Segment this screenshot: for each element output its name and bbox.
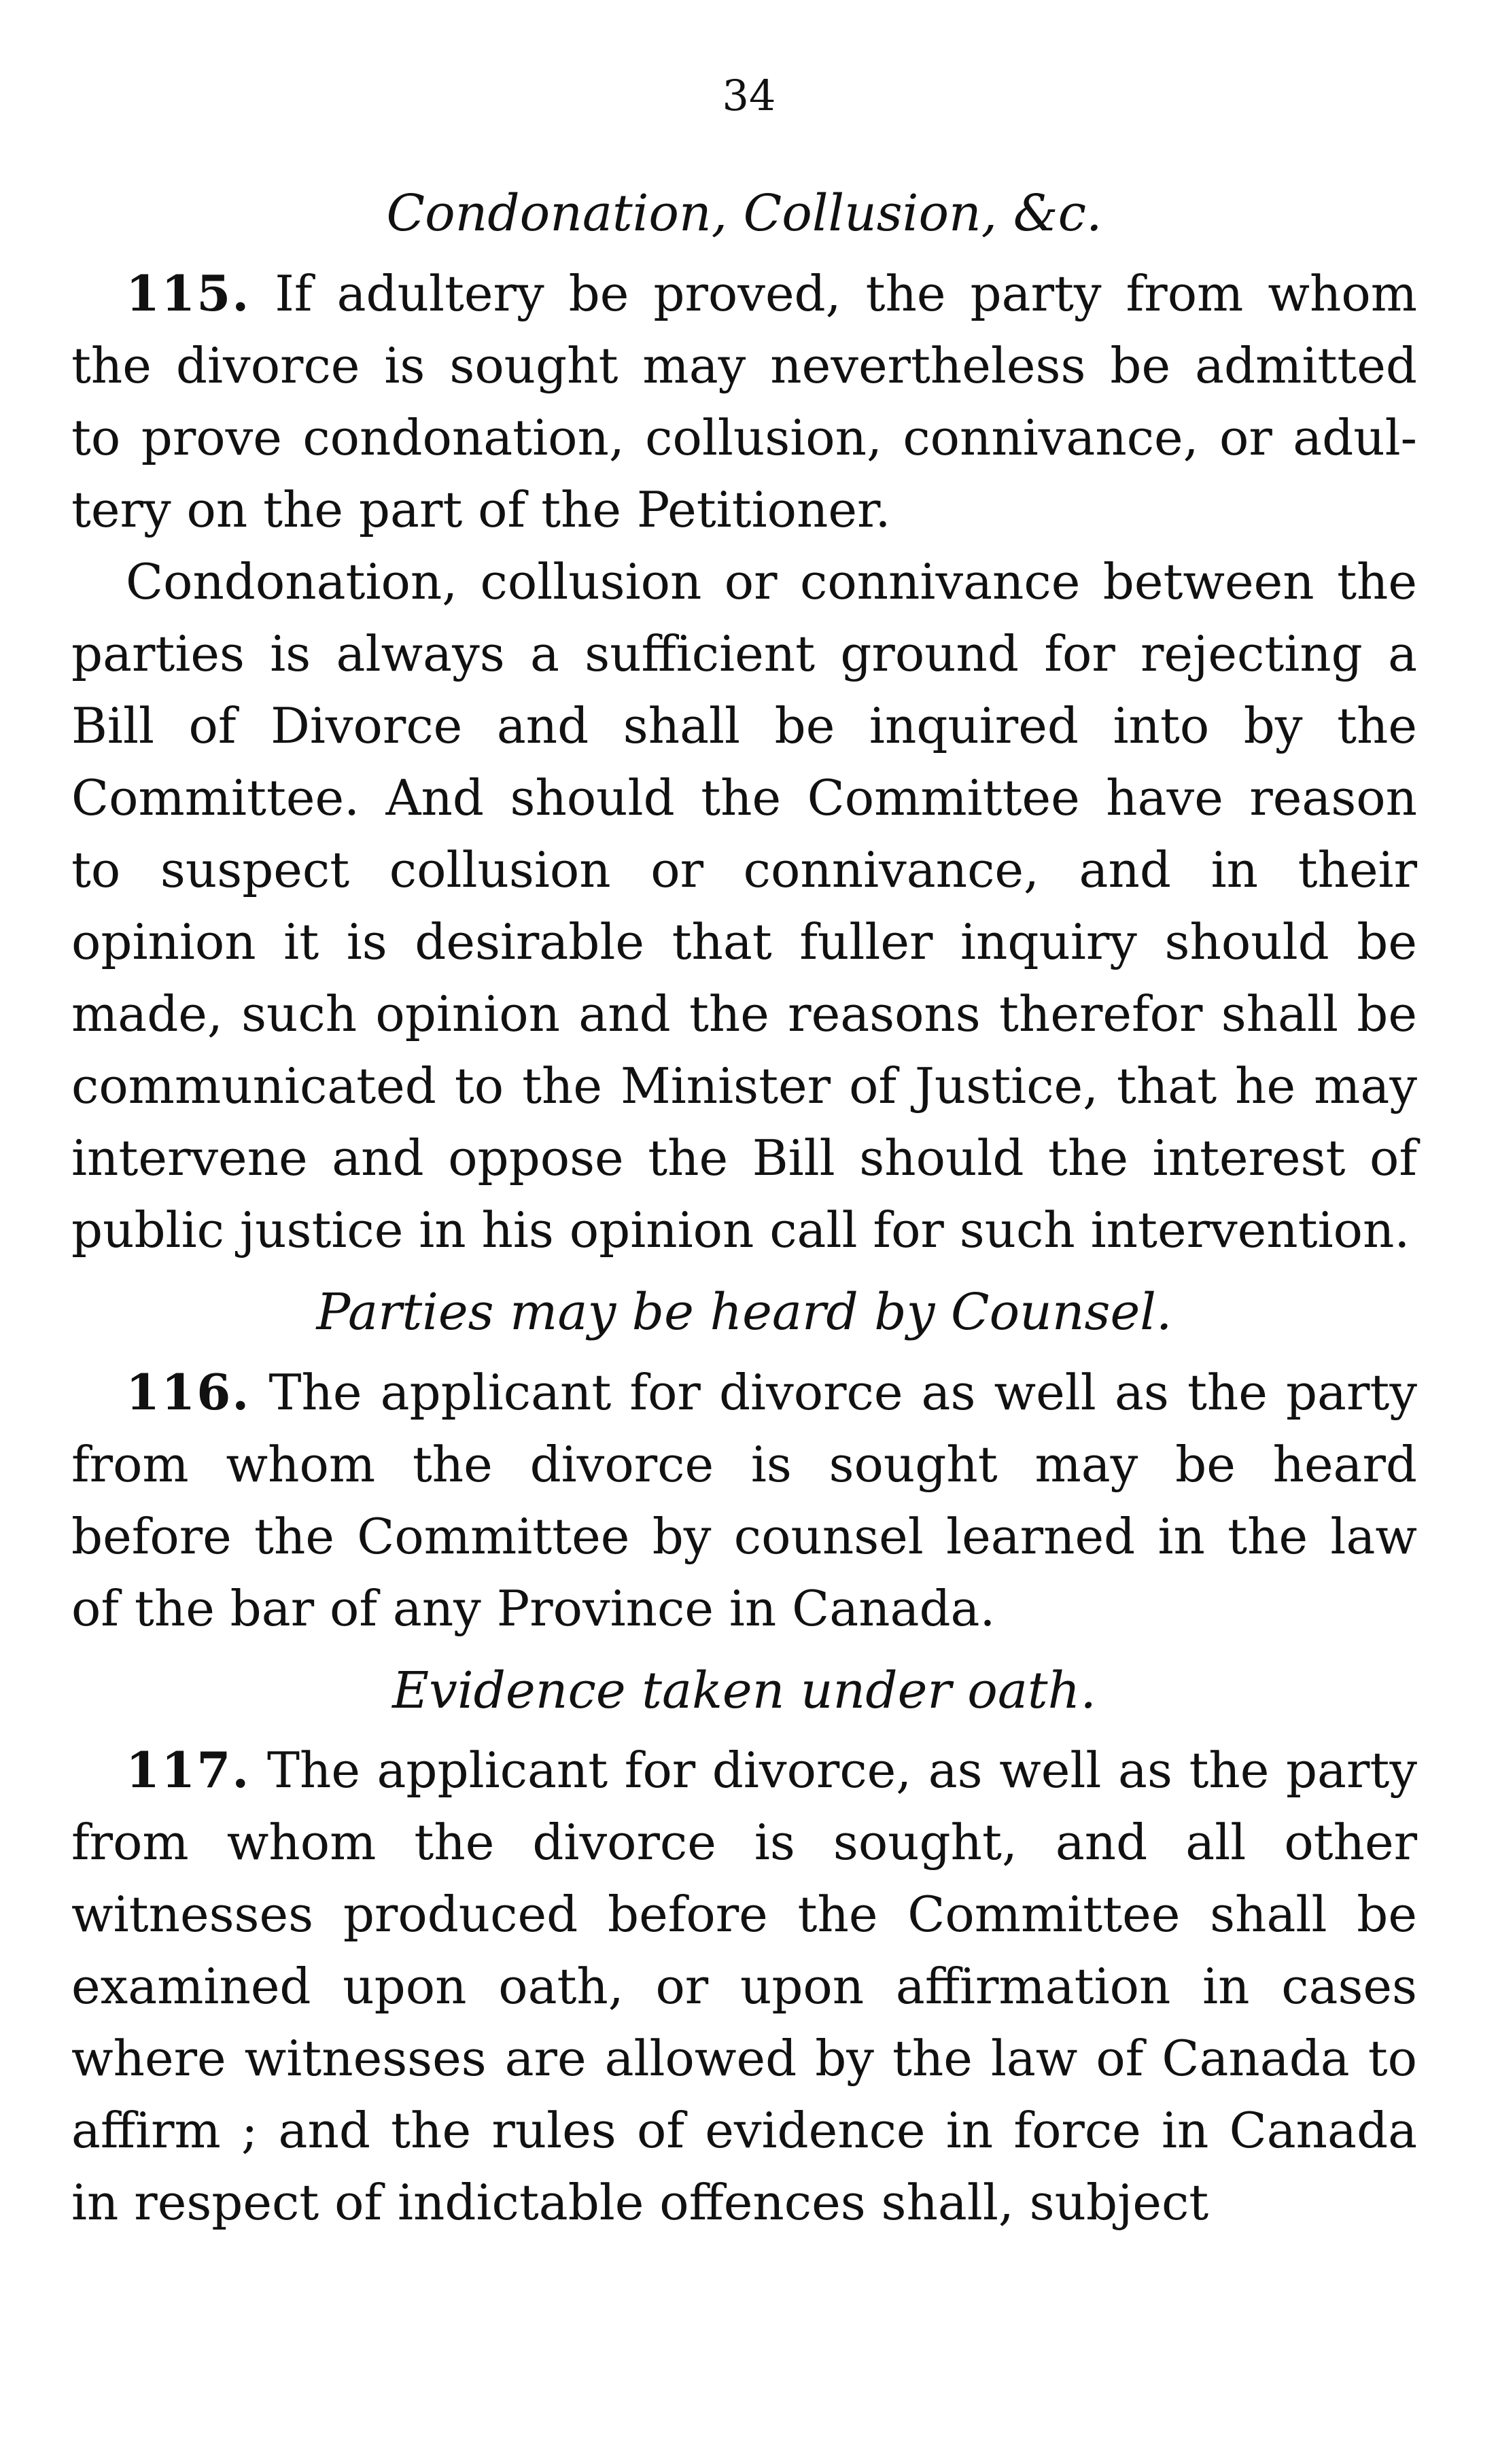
section-number-116: 116. — [126, 1362, 251, 1421]
section-117 — [71, 1734, 1417, 2238]
section-115 — [71, 258, 1417, 546]
section-117-text: The applicant for divorce, as well as the party from whom the divorce is sought, and all other witnesses produced before the Committee shall be examined upon oath, or upon affirmation in cases where witnesses are allowed by the law of Canada to affirm ; and the rules of evidence in force in Canada in respect of indictable offences shall, subject — [71, 1742, 1418, 2232]
section-heading-evidence: Evidence taken under oath. — [392, 1661, 1096, 1720]
section-115-paragraph-2: Condonation, collusion or connivance between the parties is always a sufficient ground for rejecting a Bill of Divorce and shall be inquired into by the Committee. And should the Committee have reason to suspect collusion or connivance, and in their opinion it is desirable that fuller inquiry should be made, such opinion and the reasons therefor shall be communicated to the Minister of Justice, that he may intervene and oppose the Bill should the interest of public justice in his opinion call for such intervention. — [71, 552, 1417, 1259]
page-number: 34 — [722, 71, 776, 120]
section-number-117: 117. — [126, 1741, 251, 1799]
section-115-text: If adultery be proved, the party from whom the divorce is sought may nevertheless be admitted to prove condonation, collusion, connivance, or adul-tery on the part of the Petitioner. — [71, 264, 1417, 538]
page-body — [71, 183, 1417, 2238]
section-116-text: The applicant for divorce as well as the party from whom the divorce is sought may be heard before the Committee by counsel learned in the law of the bar of any Province in Canada. — [71, 1363, 1418, 1637]
section-number-115: 115. — [126, 264, 251, 322]
section-heading-counsel: Parties may be heard by Counsel. — [316, 1282, 1172, 1341]
section-116 — [71, 1356, 1417, 1644]
section-heading-condonation: Condonation, Collusion, &c. — [386, 184, 1102, 243]
